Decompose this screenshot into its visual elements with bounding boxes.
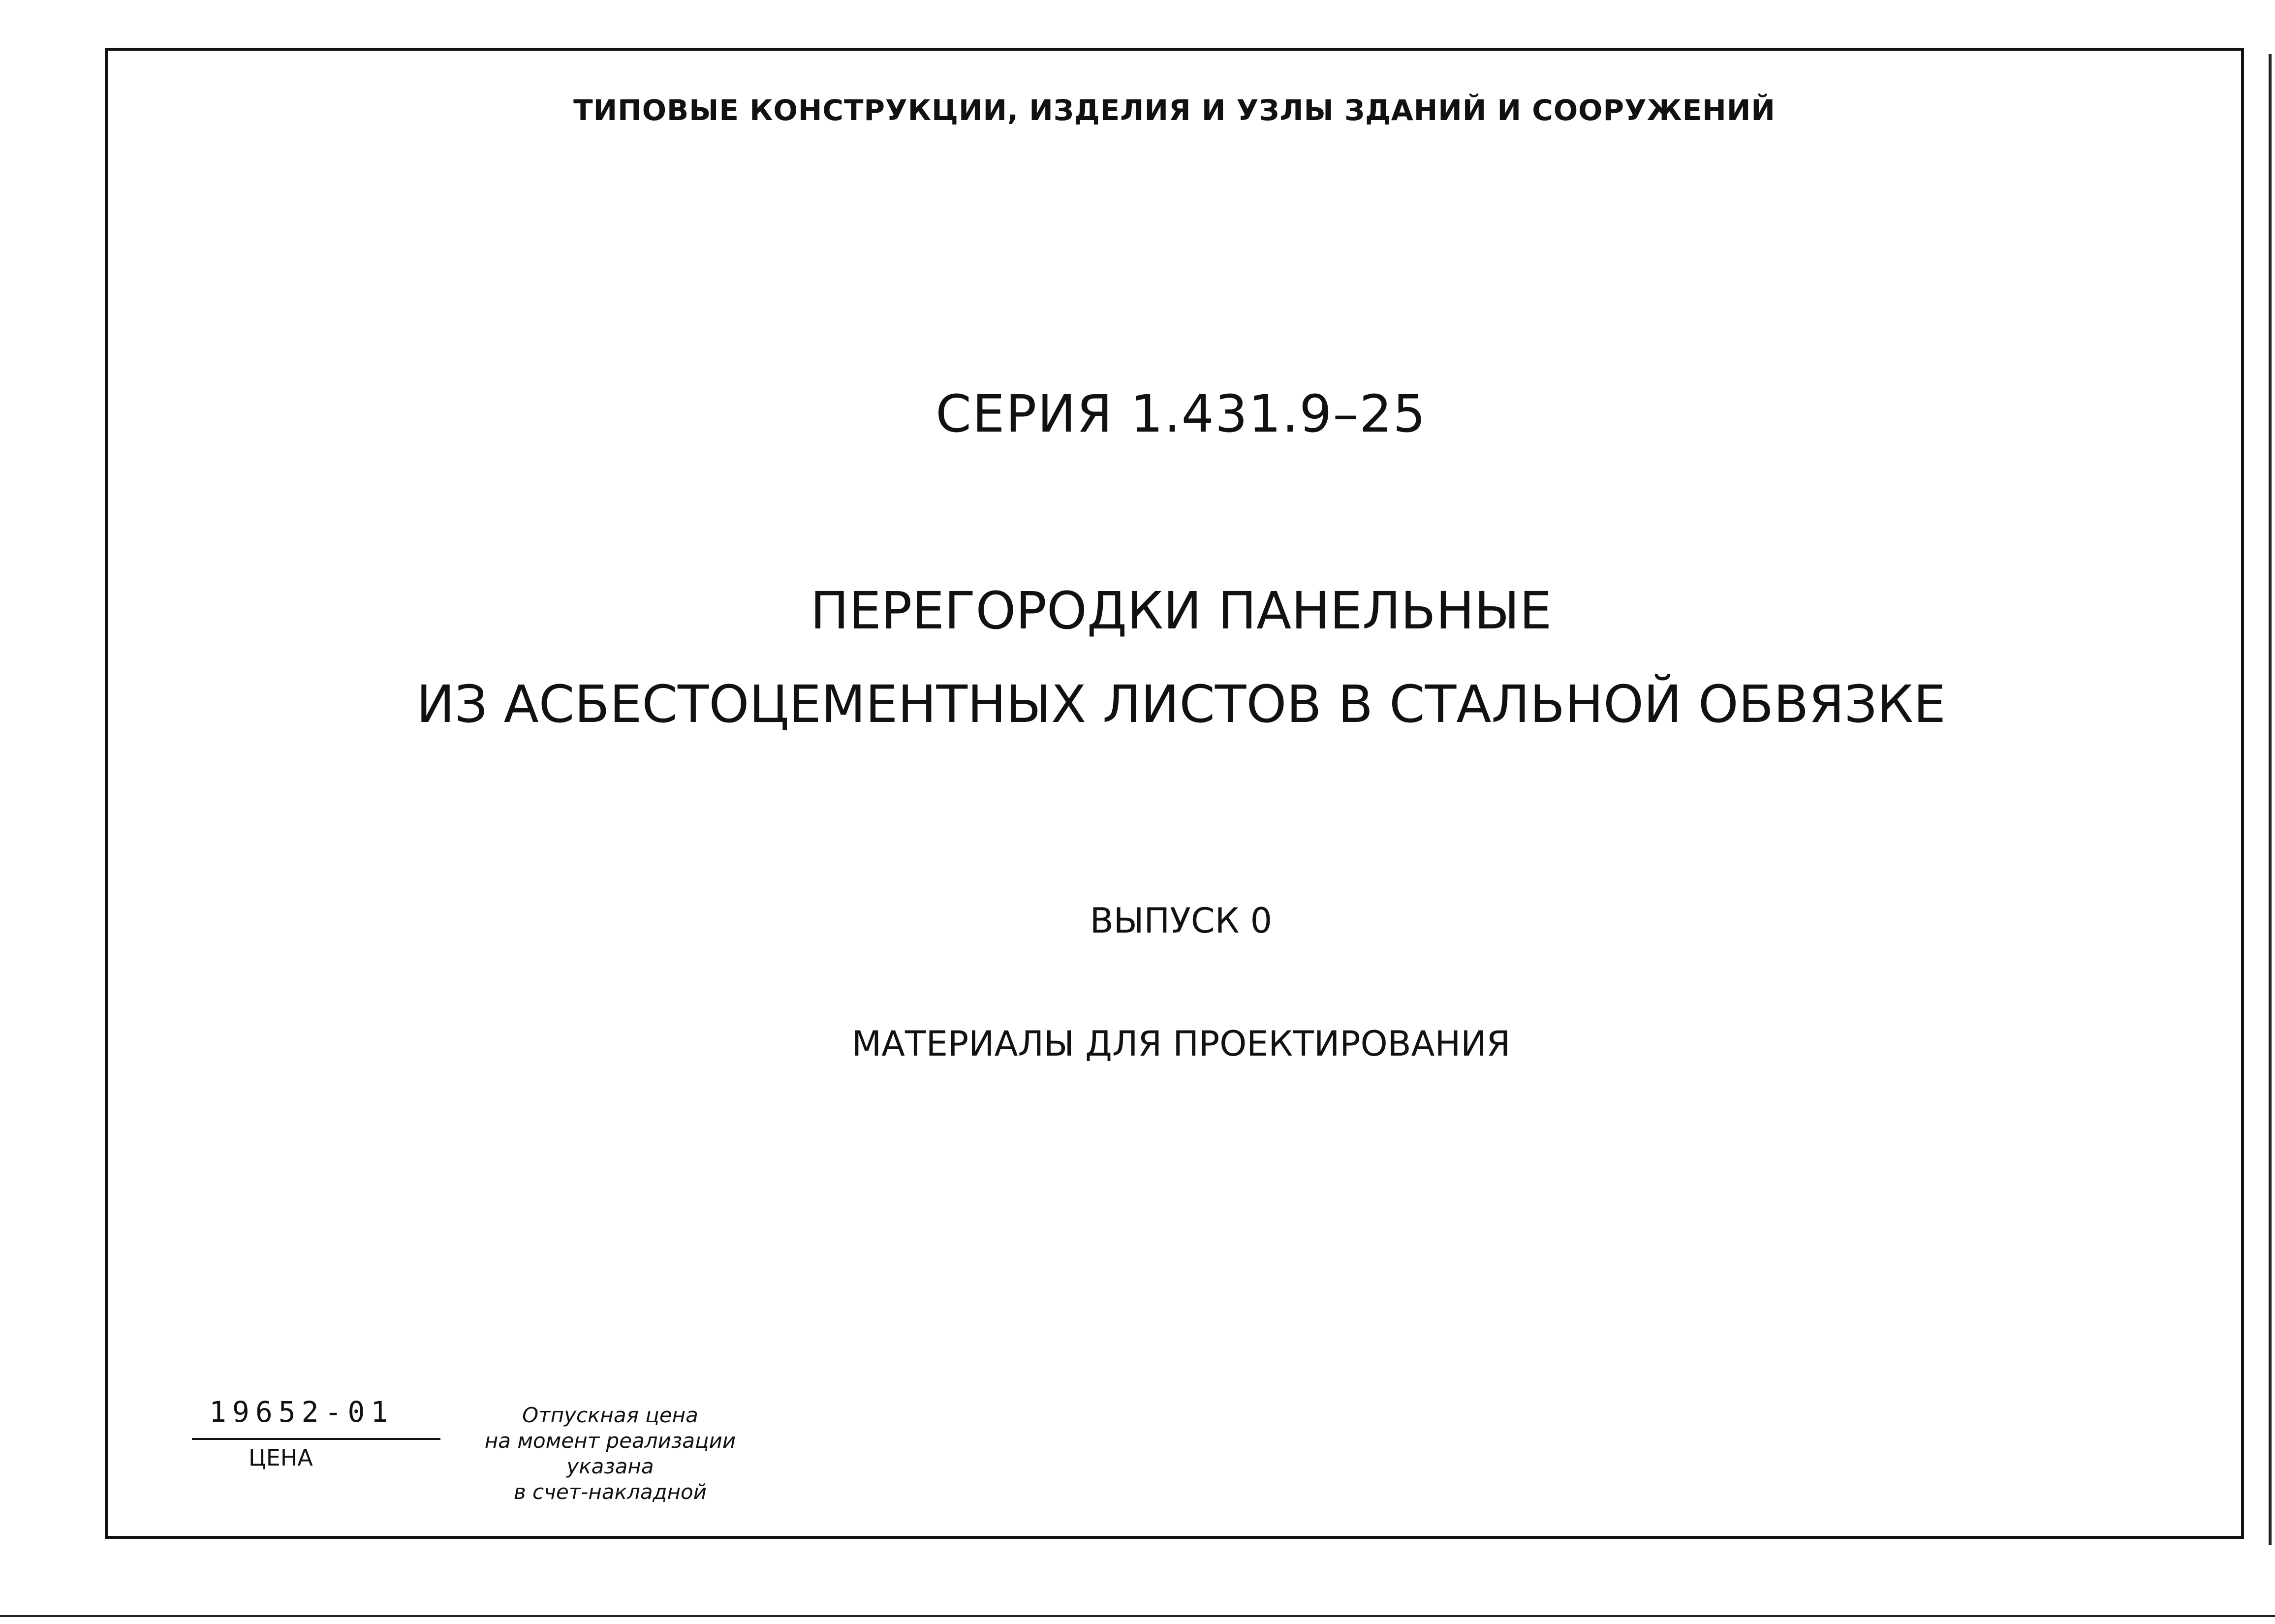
price-note-line: в счет-накладной <box>513 1480 707 1504</box>
code-underline <box>192 1438 440 1440</box>
document-title-line-1: ПЕРЕГОРОДКИ ПАНЕЛЬНЫЕ <box>810 581 1552 641</box>
price-note-line: указана <box>566 1454 654 1478</box>
price-note-line: на момент реализации <box>484 1429 736 1453</box>
border-shadow <box>2269 54 2272 1545</box>
document-subtitle: МАТЕРИАЛЫ ДЛЯ ПРОЕКТИРОВАНИЯ <box>851 1024 1511 1064</box>
sheet-bottom-edge <box>0 1615 2275 1617</box>
price-label: ЦЕНА <box>249 1444 313 1471</box>
document-header: ТИПОВЫЕ КОНСТРУКЦИИ, ИЗДЕЛИЯ И УЗЛЫ ЗДАНИЙ И СООРУЖЕНИЙ <box>573 94 1776 127</box>
document-title-line-2: ИЗ АСБЕСТОЦЕМЕНТНЫХ ЛИСТОВ В СТАЛЬНОЙ ОБВЯЗКЕ <box>416 674 1946 734</box>
price-note-line: Отпускная цена <box>522 1403 698 1427</box>
price-note <box>443 1403 778 1505</box>
issue-number: ВЫПУСК 0 <box>1090 901 1273 941</box>
title-page-border <box>105 48 2244 1539</box>
catalog-code: 19652-01 <box>209 1395 394 1429</box>
series-number: СЕРИЯ 1.431.9–25 <box>935 384 1427 444</box>
